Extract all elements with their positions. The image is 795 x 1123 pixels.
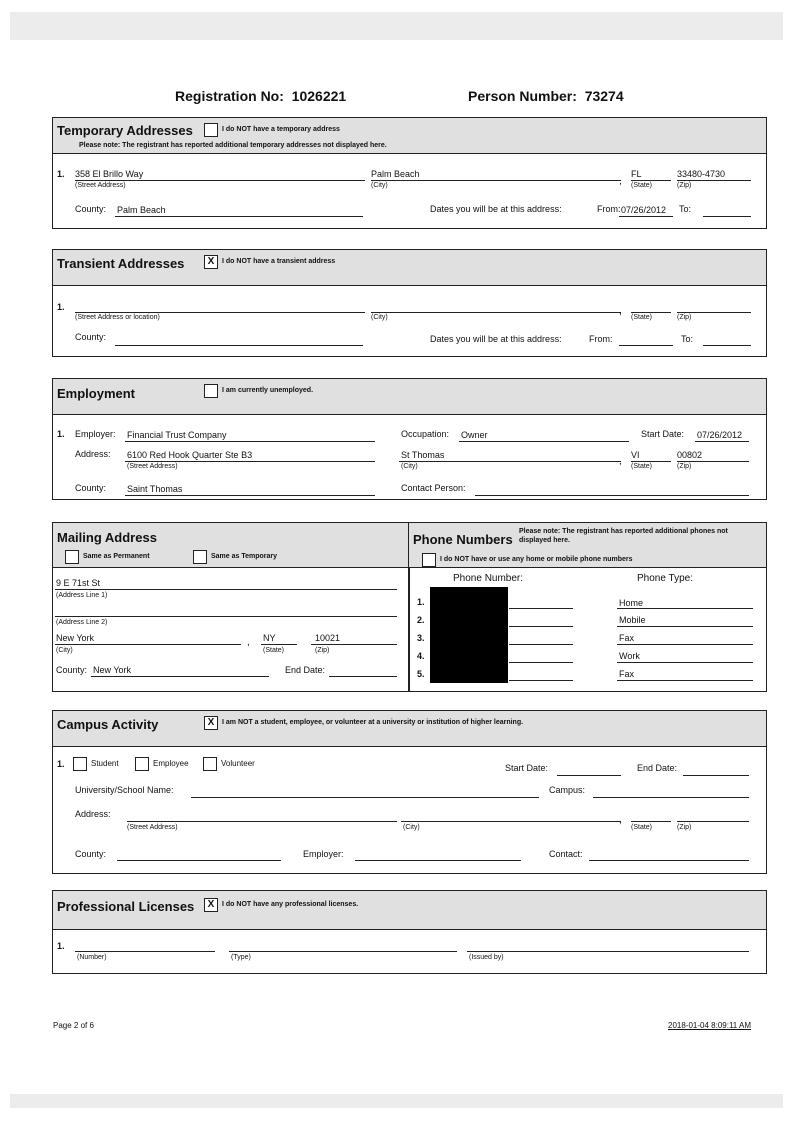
start-date-value: 07/26/2012 xyxy=(697,430,743,440)
section-title: Transient Addresses xyxy=(57,256,185,271)
bottom-scan-band xyxy=(10,1094,783,1108)
dates-label: Dates you will be at this address: xyxy=(430,204,562,214)
checkbox-label: Student xyxy=(91,759,119,768)
caption: (Street Address) xyxy=(127,463,178,470)
zip-value: 10021 xyxy=(315,633,341,643)
caption: (Issued by) xyxy=(469,954,504,961)
phone-row-number: 2. xyxy=(417,615,425,625)
address-label: Address: xyxy=(75,809,111,819)
mailing-address-section xyxy=(52,522,410,692)
school-label: University/School Name: xyxy=(75,785,174,795)
no-transient-checkbox[interactable]: X xyxy=(204,255,218,269)
student-checkbox[interactable] xyxy=(73,757,87,771)
checkbox-label: I do NOT have any professional licenses. xyxy=(222,901,359,908)
caption: (Street Address) xyxy=(75,182,126,189)
same-as-permanent-checkbox[interactable] xyxy=(65,550,79,564)
employee-checkbox[interactable] xyxy=(135,757,149,771)
caption: (Type) xyxy=(231,954,251,961)
caption: (Address Line 1) xyxy=(56,592,108,599)
from-value: 07/26/2012 xyxy=(621,205,667,215)
comma: , xyxy=(619,306,622,317)
checkbox-label: I am currently unemployed. xyxy=(222,387,314,394)
start-date-label: Start Date: xyxy=(641,429,685,439)
caption: (State) xyxy=(631,314,653,321)
checkbox-label: Employee xyxy=(153,759,189,768)
professional-licenses-section xyxy=(52,890,767,974)
print-timestamp: 2018-01-04 8:09:11 AM xyxy=(668,1021,752,1030)
phone-row-number: 1. xyxy=(417,597,425,607)
transient-addresses-section xyxy=(52,249,767,357)
street-value: 6100 Red Hook Quarter Ste B3 xyxy=(127,450,253,460)
dates-label: Dates you will be at this address: xyxy=(430,334,562,344)
from-label: From: xyxy=(589,334,613,344)
county-label: County: xyxy=(56,665,88,675)
comma: , xyxy=(247,637,250,648)
employer-label: Employer: xyxy=(75,429,116,439)
occupation-value: Owner xyxy=(461,430,488,440)
state-value: VI xyxy=(631,450,640,460)
caption: (City) xyxy=(403,824,420,831)
phone-type-value: Fax xyxy=(619,633,635,643)
top-scan-band xyxy=(10,12,783,40)
comma: , xyxy=(619,176,622,187)
contact-label: Contact: xyxy=(549,849,583,859)
start-date-label: Start Date: xyxy=(505,763,549,773)
to-label: To: xyxy=(679,204,692,214)
phone-type-header: Phone Type: xyxy=(637,573,693,584)
section-title: Phone Numbers xyxy=(413,532,513,547)
phone-row-number: 3. xyxy=(417,633,425,643)
phone-type-value: Home xyxy=(619,598,644,608)
to-label: To: xyxy=(681,334,694,344)
caption: (State) xyxy=(263,647,285,654)
end-date-label: End Date: xyxy=(285,665,326,675)
no-temporary-checkbox[interactable] xyxy=(204,123,218,137)
county-label: County: xyxy=(75,483,107,493)
caption: (State) xyxy=(631,824,653,831)
checkbox-label: Same as Permanent xyxy=(83,553,150,560)
phone-row-number: 4. xyxy=(417,651,425,661)
page-number: Page 2 of 6 xyxy=(53,1021,94,1030)
city-value: New York xyxy=(56,633,95,643)
zip-value: 00802 xyxy=(677,450,703,460)
checkbox-label: Same as Temporary xyxy=(211,553,278,560)
employment-section xyxy=(52,378,767,500)
county-value: Saint Thomas xyxy=(127,484,183,494)
phone-type-value: Fax xyxy=(619,669,635,679)
phone-type-value: Mobile xyxy=(619,615,646,625)
redaction-block xyxy=(430,587,508,683)
person-number: Person Number: 73274 xyxy=(468,88,624,104)
section-title: Temporary Addresses xyxy=(57,123,193,138)
volunteer-checkbox[interactable] xyxy=(203,757,217,771)
caption: (Address Line 2) xyxy=(56,619,108,626)
section-title: Employment xyxy=(57,386,136,401)
caption: (Zip) xyxy=(677,463,692,470)
caption: (Zip) xyxy=(677,824,692,831)
county-label: County: xyxy=(75,204,107,214)
city-value: St Thomas xyxy=(401,450,445,460)
end-date-label: End Date: xyxy=(637,763,678,773)
contact-person-label: Contact Person: xyxy=(401,483,466,493)
campus-activity-section xyxy=(52,710,767,874)
caption: (Street Address) xyxy=(127,824,178,831)
zip-value: 33480-4730 xyxy=(677,169,726,179)
checkbox-label: Volunteer xyxy=(221,759,255,768)
county-label: County: xyxy=(75,849,107,859)
address-label: Address: xyxy=(75,449,111,459)
same-as-temporary-checkbox[interactable] xyxy=(193,550,207,564)
note-text: Please note: The registrant has reported additional temporary addresses not displayed here. xyxy=(79,142,387,149)
comma: , xyxy=(619,456,622,467)
row-number: 1. xyxy=(57,759,65,769)
county-label: County: xyxy=(75,332,107,342)
section-title: Professional Licenses xyxy=(57,899,195,914)
no-phone-checkbox[interactable] xyxy=(422,553,436,567)
caption: (Street Address or location) xyxy=(75,314,160,321)
row-number: 1. xyxy=(57,429,65,439)
from-label: From: xyxy=(597,204,621,214)
no-licenses-checkbox[interactable]: X xyxy=(204,898,218,912)
employer-value: Financial Trust Company xyxy=(127,430,227,440)
phone-numbers-section xyxy=(408,522,767,692)
section-title: Campus Activity xyxy=(57,717,159,732)
occupation-label: Occupation: xyxy=(401,429,450,439)
state-value: NY xyxy=(263,633,276,643)
comma: , xyxy=(619,815,622,826)
caption: (City) xyxy=(56,647,73,654)
not-campus-checkbox[interactable]: X xyxy=(204,716,218,730)
caption: (City) xyxy=(371,182,388,189)
checkbox-label: I do NOT have or use any home or mobile phone numbers xyxy=(440,556,633,563)
street-value: 358 El Brillo Way xyxy=(75,169,144,179)
caption: (State) xyxy=(631,463,653,470)
caption: (Zip) xyxy=(677,314,692,321)
registration-number: Registration No: 1026221 xyxy=(175,88,347,104)
phone-number-header: Phone Number: xyxy=(453,573,524,584)
county-value: New York xyxy=(93,665,132,675)
city-value: Palm Beach xyxy=(371,169,420,179)
caption: (City) xyxy=(401,463,418,470)
address-line1-value: 9 E 71st St xyxy=(56,578,101,588)
row-number: 1. xyxy=(57,941,65,951)
caption: (Number) xyxy=(77,954,107,961)
phone-type-value: Work xyxy=(619,651,640,661)
checkbox-label: I do NOT have a temporary address xyxy=(222,126,340,133)
note-text: Please note: The registrant has reported additional phones not displayed here. xyxy=(519,528,728,544)
campus-label: Campus: xyxy=(549,785,586,795)
phone-row-number: 5. xyxy=(417,669,425,679)
state-value: FL xyxy=(631,169,642,179)
caption: (Zip) xyxy=(315,647,330,654)
employer-label: Employer: xyxy=(303,849,344,859)
row-number: 1. xyxy=(57,169,65,179)
county-value: Palm Beach xyxy=(117,205,166,215)
unemployed-checkbox[interactable] xyxy=(204,384,218,398)
temporary-addresses-section xyxy=(52,117,767,229)
caption: (State) xyxy=(631,182,653,189)
row-number: 1. xyxy=(57,302,65,312)
checkbox-label: I am NOT a student, employee, or volunteer at a university or institution of higher learning. xyxy=(222,719,524,726)
caption: (City) xyxy=(371,314,388,321)
checkbox-label: I do NOT have a transient address xyxy=(222,258,336,265)
section-title: Mailing Address xyxy=(57,530,157,545)
caption: (Zip) xyxy=(677,182,692,189)
